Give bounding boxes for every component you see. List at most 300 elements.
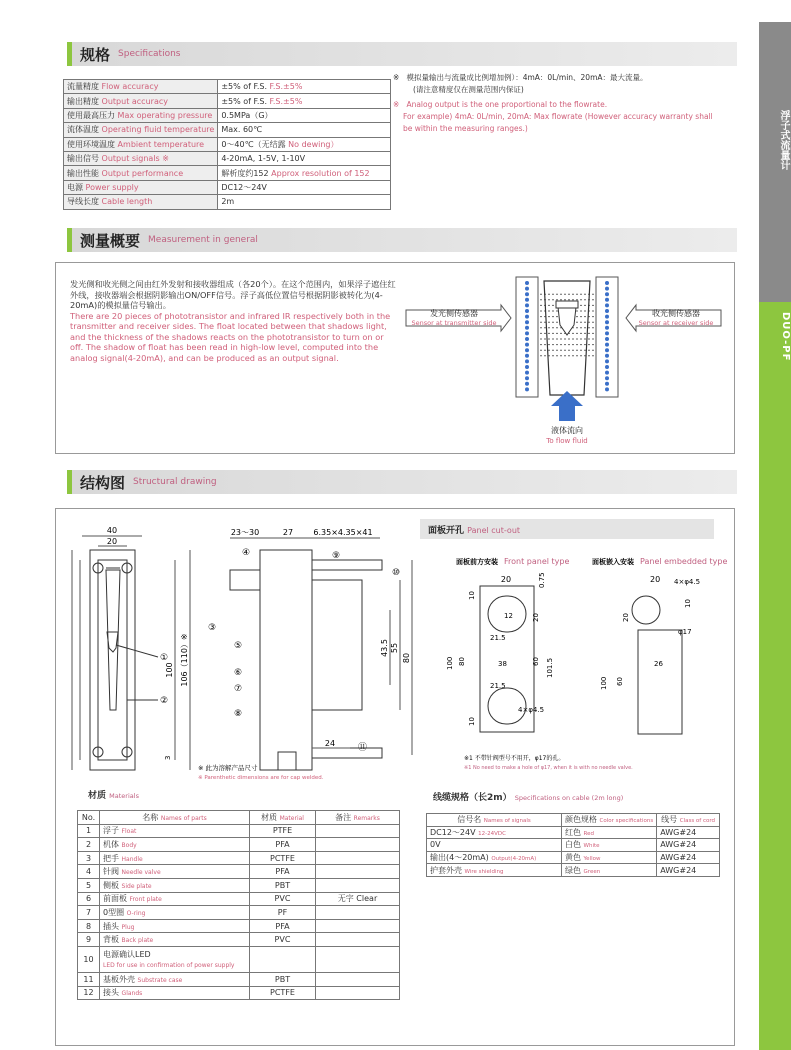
material-name-zh: 0型圈 xyxy=(103,907,125,917)
top-fitting xyxy=(312,560,382,570)
section-header-spec xyxy=(67,42,737,66)
section-title: 结构图 xyxy=(80,473,126,492)
cable-signal-en: Wire shielding xyxy=(464,868,504,875)
cable-class: AWG#24 xyxy=(657,839,720,852)
pf-4x45: 4×φ4.5 xyxy=(518,706,545,714)
material-name-zh: 插头 xyxy=(103,921,119,931)
section-header-struct xyxy=(67,470,737,494)
rx-label-zh: 收光侧传感器 xyxy=(652,309,700,318)
spec-value-main: ±5% of F.S. xyxy=(221,96,267,106)
spec-key-en: Cable length xyxy=(101,197,153,207)
material-name-en: Needle valve xyxy=(121,869,161,877)
sensor-led-icon xyxy=(525,343,529,347)
materials-table xyxy=(77,810,400,1000)
sensor-led-icon xyxy=(605,292,609,296)
cable-color xyxy=(562,864,657,877)
tx-label-zh: 发光侧传感器 xyxy=(430,309,478,318)
material-no: 6 xyxy=(78,892,100,906)
material-row xyxy=(78,878,400,892)
callout-9: ⑨ xyxy=(332,551,341,561)
material-name-zh: 电源确认LED xyxy=(103,950,151,960)
note-mark: ※ xyxy=(393,73,400,82)
pe-20b: 20 xyxy=(622,613,630,622)
material-row xyxy=(78,851,400,865)
pe-26: 26 xyxy=(654,660,663,668)
material-name-zh: 机体 xyxy=(103,839,119,849)
material-value: PVC xyxy=(250,933,316,947)
spec-key-en: Operating fluid temperature xyxy=(101,125,215,135)
spec-key xyxy=(64,137,218,151)
col-name-zh: 名称 xyxy=(142,812,159,822)
sensor-led-icon xyxy=(605,331,609,335)
pf-12: 12 xyxy=(504,612,513,620)
material-remark xyxy=(316,824,400,838)
note-en-1: Analog output is the one proportional to the flowrate. xyxy=(406,100,608,109)
pe-20: 20 xyxy=(650,575,661,584)
structural-drawing xyxy=(60,520,420,780)
cable-class: AWG#24 xyxy=(657,864,720,877)
dim-3: 3 xyxy=(164,755,172,760)
sensor-led-icon xyxy=(525,298,529,302)
pf-80: 80 xyxy=(458,657,466,666)
col-material xyxy=(250,811,316,825)
sensor-led-icon xyxy=(605,371,609,375)
section-subtitle: Specifications xyxy=(118,49,181,59)
material-name-zh: 基板外壳 xyxy=(103,974,135,984)
material-value: PFA xyxy=(250,838,316,852)
col-col-zh: 颜色规格 xyxy=(565,815,597,825)
side-body xyxy=(260,550,312,770)
dim-20: 20 xyxy=(106,537,118,546)
material-row xyxy=(78,919,400,933)
pe-10: 10 xyxy=(684,599,692,608)
dim-55: 55 xyxy=(390,642,399,654)
side-tab-bottom xyxy=(759,302,791,1050)
pf-10: 10 xyxy=(468,591,476,600)
cable-color-en: Green xyxy=(583,868,601,875)
spec-key-en: Output accuracy xyxy=(101,96,168,106)
material-name-en: Glands xyxy=(121,990,143,998)
sensor-led-icon xyxy=(525,292,529,296)
float-top xyxy=(556,301,578,308)
material-row xyxy=(78,892,400,906)
sensor-led-icon xyxy=(605,326,609,330)
col-sig-en: Names of signals xyxy=(483,818,531,825)
cable-title xyxy=(433,790,623,803)
pf-20b: 20 xyxy=(532,613,540,622)
spec-value-main: 2m xyxy=(221,197,235,207)
cable-color-en: White xyxy=(583,843,600,850)
sensor-led-icon xyxy=(605,387,609,391)
flow-tube xyxy=(544,281,590,395)
rx-label-en: Sensor at receiver side xyxy=(638,319,714,327)
section-title: 规格 xyxy=(80,45,111,64)
spec-key-zh: 电源 xyxy=(67,182,83,192)
dim-24: 24 xyxy=(324,739,336,748)
pf-60: 60 xyxy=(532,657,540,666)
bottom-fitting xyxy=(312,748,382,758)
cable-signal-zh: 0V xyxy=(430,840,441,850)
spec-key-en: Output performance xyxy=(101,168,184,178)
sensor-led-icon xyxy=(605,315,609,319)
spec-key-en: Flow accuracy xyxy=(101,82,159,92)
cable-title-en: Specifications on cable (2m long) xyxy=(514,794,624,802)
material-name xyxy=(100,906,250,920)
pf-1015: 101.5 xyxy=(546,657,554,678)
spec-value xyxy=(218,80,391,94)
material-value: PFA xyxy=(250,865,316,879)
spec-key-zh: 输出精度 xyxy=(67,96,99,106)
material-value: PBT xyxy=(250,878,316,892)
col-cls-en: Class of cord xyxy=(679,818,716,825)
sensor-led-icon xyxy=(605,337,609,341)
material-no: 5 xyxy=(78,878,100,892)
material-name-zh: 背板 xyxy=(103,935,119,945)
dim-106: 106（110）※ xyxy=(180,633,189,687)
front-type-en: Front panel type xyxy=(504,557,570,566)
note-zh-1: 模拟量输出与流量成比例增加例）：4mA：0L/min、20mA：最大流量。 xyxy=(406,73,648,82)
spec-key xyxy=(64,166,218,180)
material-row xyxy=(78,906,400,920)
spec-key xyxy=(64,108,218,122)
material-remark xyxy=(316,933,400,947)
callout-2: ② xyxy=(160,696,169,706)
cable-row xyxy=(427,851,720,864)
material-value: PFA xyxy=(250,919,316,933)
cable-color-zh: 绿色 xyxy=(565,865,581,875)
spec-value xyxy=(218,151,391,165)
material-no: 8 xyxy=(78,919,100,933)
spec-key xyxy=(64,195,218,209)
sensor-led-icon xyxy=(605,320,609,324)
col-remarks xyxy=(316,811,400,825)
callout-4: ④ xyxy=(242,548,251,558)
sensor-led-icon xyxy=(525,331,529,335)
sensor-led-icon xyxy=(605,376,609,380)
spec-value-main: 4-20mA, 1-5V, 1-10V xyxy=(221,154,306,164)
materials-title xyxy=(88,788,139,801)
col-mat-en: Material xyxy=(279,814,304,822)
col-signal xyxy=(427,814,562,827)
drawing-note-zh: ※ 此为溶解产品尺寸 xyxy=(198,764,258,772)
col-color xyxy=(562,814,657,827)
panel-note-en: ※1 No need to make a hole of φ17, when it is with no needle valve. xyxy=(464,765,633,771)
cable-signal-en: 12-24VDC xyxy=(478,830,506,837)
material-value: PBT xyxy=(250,972,316,986)
material-name-en: O-ring xyxy=(126,909,146,917)
section-subtitle: Structural drawing xyxy=(133,477,217,487)
material-row xyxy=(78,824,400,838)
substrate-case xyxy=(312,580,362,710)
cable-color-en: Red xyxy=(583,830,594,837)
sensor-led-icon xyxy=(525,326,529,330)
material-no: 2 xyxy=(78,838,100,852)
material-remark xyxy=(316,919,400,933)
dim-40: 40 xyxy=(106,526,118,535)
sensor-led-icon xyxy=(605,281,609,285)
note-zh-2: (请注意精度仅在测量范围内保证) xyxy=(413,85,524,94)
cable-color-zh: 红色 xyxy=(565,827,581,837)
emb-type-zh: 面板嵌入安装 xyxy=(592,558,634,566)
material-row xyxy=(78,986,400,1000)
material-name-zh: 针阀 xyxy=(103,867,119,877)
material-row xyxy=(78,838,400,852)
panel-note-zh: ※1 不带针阀型号不用开，φ17的孔。 xyxy=(464,755,565,762)
pf-215: 21.5 xyxy=(490,634,506,642)
material-name-en: Float xyxy=(121,828,137,836)
material-name xyxy=(100,838,250,852)
sensor-led-icon xyxy=(525,303,529,307)
spec-key xyxy=(64,180,218,194)
material-row xyxy=(78,946,400,972)
material-name-en: LED for use in confirmation of power supply xyxy=(103,962,235,970)
materials-title-zh: 材质 xyxy=(88,791,107,801)
col-col-en: Color specifications xyxy=(599,818,654,825)
dim-23-30: 23～30 xyxy=(230,528,260,537)
side-product-cn: 浮子式流量计 xyxy=(778,110,789,170)
cable-title-zh: 线缆规格（长2m） xyxy=(433,793,512,803)
callout-5: ⑤ xyxy=(234,641,243,651)
dim-100: 100 xyxy=(165,662,174,678)
material-no: 1 xyxy=(78,824,100,838)
panel-cutout-header xyxy=(420,519,714,539)
spec-key-zh: 流量精度 xyxy=(67,82,99,92)
dim-27: 27 xyxy=(282,528,294,537)
spec-table xyxy=(63,79,391,210)
material-value xyxy=(250,946,316,972)
material-name xyxy=(100,851,250,865)
col-rem-zh: 备注 xyxy=(335,812,352,822)
plug xyxy=(278,752,296,770)
tx-label-en: Sensor at transmitter side xyxy=(411,319,497,327)
callout-8: ⑧ xyxy=(234,709,243,719)
cable-class: AWG#24 xyxy=(657,826,720,839)
sensor-led-icon xyxy=(525,382,529,386)
sensor-led-icon xyxy=(525,348,529,352)
cable-row xyxy=(427,864,720,877)
spec-row xyxy=(64,151,391,165)
side-product-code: DUO-PF xyxy=(780,312,791,362)
sensor-led-icon xyxy=(605,298,609,302)
spec-key-zh: 使用最高压力 xyxy=(67,110,115,120)
sensor-led-icon xyxy=(525,376,529,380)
spec-value xyxy=(218,166,391,180)
cable-signal xyxy=(427,839,562,852)
spec-key-zh: 输出信号 xyxy=(67,154,99,164)
emb-cutout xyxy=(638,630,682,734)
material-value: PF xyxy=(250,906,316,920)
spec-row xyxy=(64,137,391,151)
cable-color xyxy=(562,826,657,839)
material-name-en: Side plate xyxy=(121,882,152,890)
emb-type-en: Panel embedded type xyxy=(640,557,728,566)
material-no: 11 xyxy=(78,972,100,986)
sensor-led-icon xyxy=(605,348,609,352)
spec-key-en: Output signals ※ xyxy=(101,154,169,164)
col-mat-zh: 材质 xyxy=(261,812,278,822)
sensor-led-icon xyxy=(525,337,529,341)
cable-color xyxy=(562,839,657,852)
section-header-measure xyxy=(67,228,737,252)
cable-signal-zh: DC12～24V xyxy=(430,827,476,837)
cable-signal-zh: 输出(4～20mA) xyxy=(430,853,489,863)
cable-color-zh: 黄色 xyxy=(565,853,581,863)
sensor-led-icon xyxy=(525,320,529,324)
cable-row xyxy=(427,826,720,839)
col-name-en: Names of parts xyxy=(160,814,207,822)
material-value: PCTFE xyxy=(250,986,316,1000)
note-mark: ※ xyxy=(393,100,400,109)
spec-value-en: No dewing） xyxy=(288,139,339,149)
pf-215b: 21.5 xyxy=(490,682,506,690)
material-name xyxy=(100,892,250,906)
panel-cutout-drawing xyxy=(420,548,740,778)
sensor-led-icon xyxy=(605,382,609,386)
spec-key-zh: 输出性能 xyxy=(67,168,99,178)
material-remark xyxy=(316,986,400,1000)
callout-11: ⑪ xyxy=(358,743,368,753)
col-class xyxy=(657,814,720,827)
material-name-en: Body xyxy=(121,841,137,849)
emb-hole xyxy=(632,596,660,624)
pe-4x45: 4×φ4.5 xyxy=(674,578,701,586)
spec-value-main: 0～40℃（无结露 xyxy=(221,139,286,149)
material-name-en: Front plate xyxy=(129,896,162,904)
material-name xyxy=(100,946,250,972)
spec-row xyxy=(64,195,391,209)
handle-knob xyxy=(230,570,260,590)
dim-6-35: 6.35×4.35×41 xyxy=(313,528,373,537)
callout-10: ⑩ xyxy=(392,568,401,578)
sensor-led-icon xyxy=(525,315,529,319)
sensor-diagram xyxy=(56,263,736,455)
col-no: No. xyxy=(78,811,100,825)
material-name-zh: 侧板 xyxy=(103,880,119,890)
material-remark xyxy=(316,851,400,865)
material-name-zh: 前面板 xyxy=(103,894,127,904)
spec-value xyxy=(218,94,391,108)
spec-value xyxy=(218,195,391,209)
spec-value-en: F.S.±5% xyxy=(269,96,303,106)
cable-color xyxy=(562,851,657,864)
material-value: PVC xyxy=(250,892,316,906)
spec-key-en: Max operating pressure xyxy=(117,110,213,120)
material-row xyxy=(78,865,400,879)
spec-row xyxy=(64,80,391,94)
col-name xyxy=(100,811,250,825)
cable-signal xyxy=(427,826,562,839)
sensor-led-icon xyxy=(525,371,529,375)
spec-row xyxy=(64,180,391,194)
front-type-zh: 面板前方安装 xyxy=(456,558,498,566)
spec-value-en: Approx resolution of 152 xyxy=(271,168,370,178)
spec-value xyxy=(218,108,391,122)
cable-signal-en: Output(4-20mA) xyxy=(491,856,537,863)
float-icon xyxy=(558,307,576,335)
pf-075: 0.75 xyxy=(538,572,546,588)
material-name-zh: 接头 xyxy=(103,988,119,998)
drawing-note-en: ※ Parenthetic dimensions are for cap welded. xyxy=(198,775,324,780)
cable-row xyxy=(427,839,720,852)
spec-value-main: DC12～24V xyxy=(221,182,267,192)
dim-80: 80 xyxy=(402,652,411,664)
note-en-2: For example) 4mA: 0L/min, 20mA: Max flowrate (However accuracy warranty shall xyxy=(403,112,713,121)
callout-3: ③ xyxy=(208,623,217,633)
sensor-led-icon xyxy=(525,354,529,358)
spec-row xyxy=(64,94,391,108)
section-title: 测量概要 xyxy=(80,231,141,250)
material-no: 10 xyxy=(78,946,100,972)
spec-key xyxy=(64,123,218,137)
spec-row xyxy=(64,123,391,137)
measure-panel xyxy=(55,262,735,454)
callout-7: ⑦ xyxy=(234,684,243,694)
material-remark: 无字 Clear xyxy=(316,892,400,906)
spec-row xyxy=(64,166,391,180)
panel-title-en: Panel cut-out xyxy=(467,526,521,535)
cable-signal xyxy=(427,851,562,864)
sensor-led-icon xyxy=(525,365,529,369)
sensor-led-icon xyxy=(605,287,609,291)
cable-signal xyxy=(427,864,562,877)
material-name xyxy=(100,865,250,879)
material-name xyxy=(100,933,250,947)
pf-38: 38 xyxy=(498,660,507,668)
spec-value xyxy=(218,137,391,151)
material-name xyxy=(100,986,250,1000)
spec-row xyxy=(64,108,391,122)
material-row xyxy=(78,972,400,986)
spec-key xyxy=(64,80,218,94)
material-name xyxy=(100,824,250,838)
dim-43-5: 43.5 xyxy=(380,639,389,657)
cable-signal-zh: 护套外壳 xyxy=(430,865,462,875)
cable-color-en: Yellow xyxy=(583,856,601,863)
material-name-en: Back plate xyxy=(121,937,154,945)
front-body xyxy=(90,550,135,770)
spec-key-zh: 导线长度 xyxy=(67,197,99,207)
section-subtitle: Measurement in general xyxy=(148,235,258,245)
pe-17: φ17 xyxy=(678,628,692,636)
sensor-led-icon xyxy=(525,359,529,363)
material-name-en: Substrate case xyxy=(137,976,183,984)
col-sig-zh: 信号名 xyxy=(457,815,482,825)
spec-key xyxy=(64,94,218,108)
sensor-led-icon xyxy=(525,281,529,285)
pf-10b: 10 xyxy=(468,717,476,726)
note-en-3: be within the measuring ranges.) xyxy=(403,124,528,133)
spec-value xyxy=(218,180,391,194)
callout-1: ① xyxy=(160,653,169,663)
material-name-en: Handle xyxy=(121,855,143,863)
measure-text-en: There are 20 pieces of phototransistor and infrared IR respectively both in the transmitter and receiver sides. The float located between that shadows light, and the thickness of the shadows reacts on the phototransistor to turn on or off. The shadow of float has been read in high-low level, computed into the analog signal(4-20mA), and can be produced as an output signal. xyxy=(70,310,391,363)
spec-key-en: Ambient temperature xyxy=(117,139,205,149)
materials-title-en: Materials xyxy=(109,792,139,800)
spec-key-zh: 使用环境温度 xyxy=(67,139,115,149)
sensor-led-icon xyxy=(605,343,609,347)
sensor-led-icon xyxy=(605,354,609,358)
spec-key-en: Power supply xyxy=(85,182,139,192)
col-cls-zh: 线号 xyxy=(661,815,678,825)
sensor-led-icon xyxy=(605,309,609,313)
material-remark xyxy=(316,865,400,879)
material-remark xyxy=(316,906,400,920)
sensor-led-icon xyxy=(605,303,609,307)
sensor-led-icon xyxy=(605,359,609,363)
material-value: PTFE xyxy=(250,824,316,838)
pe-100: 100 xyxy=(600,676,608,690)
sensor-led-icon xyxy=(525,309,529,313)
